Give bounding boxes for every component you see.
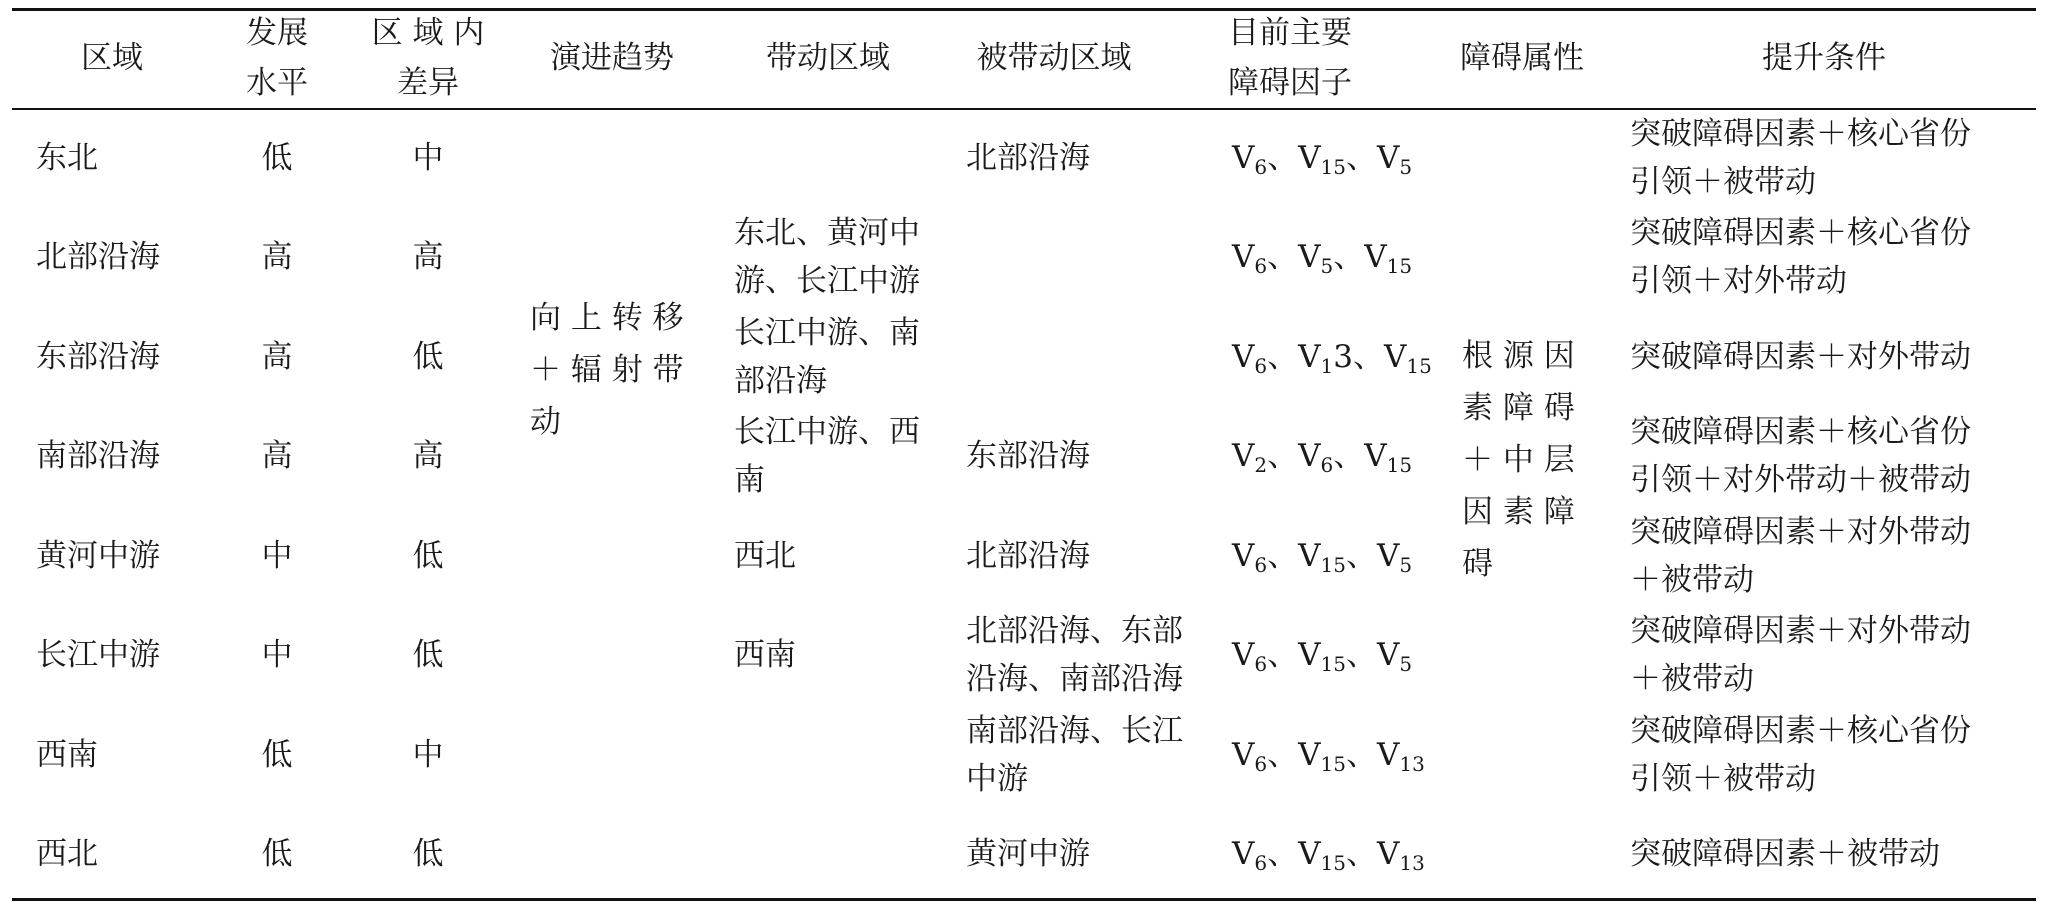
factor-separator: 、 — [1345, 736, 1377, 773]
cell-cond — [1630, 707, 2040, 803]
cell-level: 中 — [261, 637, 293, 674]
header-line: 发展 — [246, 15, 308, 51]
factor-subscript: 15 — [1386, 254, 1413, 279]
factor-variable: V — [1298, 836, 1321, 873]
cell-factors — [1232, 532, 1432, 580]
cell-region: 长江中游 — [36, 637, 160, 674]
cell-factors — [1232, 830, 1432, 878]
factor-subscript: 6 — [1254, 353, 1268, 378]
factor-separator: 、 — [1267, 338, 1299, 375]
header-cond — [1714, 33, 1934, 83]
factor-subscript: 5 — [1399, 552, 1413, 577]
cell-line: 引领＋对外带动＋被带动 — [1630, 462, 1971, 499]
factor-variable: V — [1364, 239, 1387, 276]
merged-cell-attr — [1462, 330, 1575, 590]
header-line: 目前主要 — [1228, 15, 1352, 51]
factor-subscript: 6 — [1254, 154, 1268, 179]
factor-variable: V — [1232, 338, 1255, 375]
cell-line: ＋被带动 — [1630, 561, 1754, 598]
factor-subscript: 6 — [1320, 453, 1334, 478]
factor-variable: V — [1298, 438, 1321, 475]
merged-line: 碍 — [1462, 546, 1493, 582]
factor-subscript: 15 — [1320, 154, 1346, 179]
cell-cond — [1630, 333, 2040, 381]
cell-cond — [1630, 830, 2040, 878]
cell-line: 北部沿海 — [966, 139, 1090, 176]
factor-variable: V — [1383, 338, 1407, 375]
cell-level: 高 — [261, 438, 293, 475]
factor-variable: V — [1376, 139, 1400, 176]
factor-variable: V — [1232, 836, 1255, 873]
header-line: 演进趋势 — [550, 40, 674, 76]
merged-line: 根 源 因 — [1462, 338, 1575, 374]
factor-subscript: 5 — [1320, 254, 1334, 279]
cell-diff: 中 — [412, 139, 444, 176]
factor-subscript: 6 — [1254, 552, 1268, 577]
factor-tail: 3 — [1333, 338, 1353, 375]
cell-region: 黄河中游 — [36, 537, 160, 574]
cell-diff: 高 — [412, 239, 444, 276]
cell-driven — [966, 830, 1196, 878]
header-line: 区 域 内 — [371, 15, 485, 51]
factor-separator: 、 — [1267, 438, 1299, 475]
cell-driven — [966, 432, 1196, 480]
cell-driven — [966, 607, 1196, 703]
cell-factors — [1232, 233, 1432, 281]
cell-driven — [966, 707, 1196, 803]
cell-region: 西南 — [36, 736, 98, 773]
header-driven — [944, 33, 1164, 83]
cell-cond — [1630, 110, 2040, 206]
cell-level: 高 — [261, 338, 293, 375]
factor-separator: 、 — [1267, 139, 1299, 176]
cell-driving — [734, 209, 934, 305]
header-line: 障碍属性 — [1460, 40, 1584, 76]
factor-subscript: 2 — [1254, 453, 1268, 478]
cell-line: 北部沿海、东部 — [966, 613, 1183, 650]
factor-separator: 、 — [1267, 239, 1299, 276]
cell-driven — [966, 134, 1196, 182]
cell-line: 引领＋对外带动 — [1630, 263, 1847, 300]
header-line: 水平 — [246, 65, 308, 101]
cell-line: 南 — [734, 462, 765, 499]
factor-variable: V — [1232, 438, 1255, 475]
cell-region: 西北 — [36, 836, 98, 873]
factor-variable: V — [1232, 139, 1255, 176]
cell-level: 低 — [261, 836, 293, 873]
cell-line: 黄河中游 — [966, 836, 1090, 873]
cell-line: 引领＋被带动 — [1630, 163, 1816, 200]
factor-variable: V — [1364, 438, 1387, 475]
cell-line: ＋被带动 — [1630, 661, 1754, 698]
cell-line: 长江中游、西 — [734, 414, 920, 451]
cell-line: 东部沿海 — [966, 438, 1090, 475]
factor-separator: 、 — [1333, 239, 1365, 276]
table-bottom-rule — [12, 898, 2036, 901]
factor-subscript: 5 — [1399, 154, 1413, 179]
cell-cond — [1630, 508, 2040, 604]
cell-driven — [966, 532, 1196, 580]
cell-level: 高 — [261, 239, 293, 276]
cell-diff: 低 — [412, 836, 444, 873]
cell-diff: 中 — [412, 736, 444, 773]
cell-diff: 低 — [412, 338, 444, 375]
cell-line: 西北 — [734, 537, 796, 574]
factor-variable: V — [1232, 637, 1255, 674]
merged-cell-trend — [530, 292, 684, 448]
header-attr — [1412, 33, 1632, 83]
cell-line: 南部沿海、长江 — [966, 712, 1183, 749]
factor-subscript: 6 — [1254, 652, 1268, 677]
merged-line: 动 — [530, 404, 561, 440]
factor-subscript: 15 — [1320, 751, 1346, 776]
factor-variable: V — [1298, 537, 1321, 574]
cell-line: 突破障碍因素＋对外带动 — [1630, 513, 1971, 550]
cell-cond — [1630, 209, 2040, 305]
cell-level: 中 — [261, 537, 293, 574]
factor-subscript: 1 — [1320, 353, 1334, 378]
header-line: 障碍因子 — [1228, 65, 1352, 101]
cell-line: 游、长江中游 — [734, 263, 920, 300]
factor-separator: 、 — [1333, 438, 1365, 475]
merged-line: 素 障 碍 — [1462, 390, 1575, 426]
cell-line: 突破障碍因素＋核心省份 — [1630, 215, 1971, 252]
header-line: 提升条件 — [1762, 40, 1886, 76]
cell-line: 中游 — [966, 760, 1028, 797]
factor-subscript: 5 — [1399, 652, 1413, 677]
header-factors — [1180, 8, 1400, 108]
cell-factors — [1232, 432, 1432, 480]
cell-line: 突破障碍因素＋核心省份 — [1630, 414, 1971, 451]
factor-variable: V — [1376, 537, 1400, 574]
factor-subscript: 15 — [1320, 851, 1346, 876]
cell-driving — [734, 309, 934, 405]
factor-variable: V — [1232, 537, 1255, 574]
factor-subscript: 15 — [1320, 652, 1346, 677]
cell-line: 突破障碍因素＋核心省份 — [1630, 115, 1971, 152]
cell-line: 突破障碍因素＋被带动 — [1630, 836, 1940, 873]
merged-line: 向 上 转 移 — [530, 300, 684, 336]
factor-subscript: 6 — [1254, 751, 1268, 776]
factor-subscript: 6 — [1254, 254, 1268, 279]
factor-separator: 、 — [1267, 637, 1299, 674]
factor-variable: V — [1376, 736, 1400, 773]
merged-line: ＋ 中 层 — [1462, 442, 1575, 478]
cell-line: 引领＋被带动 — [1630, 760, 1816, 797]
factor-separator: 、 — [1267, 736, 1299, 773]
factor-variable: V — [1232, 736, 1255, 773]
factor-subscript: 13 — [1399, 851, 1425, 876]
factor-variable: V — [1376, 836, 1400, 873]
factor-variable: V — [1298, 637, 1321, 674]
cell-cond — [1630, 408, 2040, 504]
factor-separator: 、 — [1345, 139, 1377, 176]
cell-line: 西南 — [734, 637, 796, 674]
factor-separator: 、 — [1267, 537, 1299, 574]
header-line: 带动区域 — [766, 40, 890, 76]
factor-variable: V — [1298, 139, 1321, 176]
cell-driving — [734, 532, 934, 580]
cell-line: 突破障碍因素＋对外带动 — [1630, 338, 1971, 375]
merged-line: ＋ 辐 射 带 — [530, 352, 684, 388]
factor-separator: 、 — [1345, 637, 1377, 674]
header-line: 被带动区域 — [976, 40, 1132, 76]
cell-diff: 高 — [412, 438, 444, 475]
cell-level: 低 — [261, 139, 293, 176]
cell-region: 东部沿海 — [36, 338, 160, 375]
factor-subscript: 6 — [1254, 851, 1268, 876]
header-trend — [502, 33, 722, 83]
cell-cond — [1630, 607, 2040, 703]
cell-factors — [1232, 134, 1432, 182]
cell-line: 北部沿海 — [966, 537, 1090, 574]
factor-subscript: 15 — [1386, 453, 1413, 478]
factor-variable: V — [1376, 637, 1400, 674]
cell-region: 南部沿海 — [36, 438, 160, 475]
cell-driving — [734, 408, 934, 504]
factor-separator: 、 — [1352, 338, 1384, 375]
factor-variable: V — [1298, 338, 1321, 375]
cell-line: 突破障碍因素＋对外带动 — [1630, 613, 1971, 650]
factor-variable: V — [1298, 239, 1321, 276]
header-driving — [718, 33, 938, 83]
cell-line: 长江中游、南 — [734, 314, 920, 351]
factor-separator: 、 — [1267, 836, 1299, 873]
cell-line: 部沿海 — [734, 362, 827, 399]
factor-subscript: 15 — [1320, 552, 1346, 577]
cell-line: 突破障碍因素＋核心省份 — [1630, 712, 1971, 749]
cell-driving — [734, 631, 934, 679]
merged-line: 因 素 障 — [1462, 494, 1575, 530]
cell-line: 东北、黄河中 — [734, 215, 920, 252]
header-line: 差异 — [397, 65, 459, 101]
cell-line: 沿海、南部沿海 — [966, 661, 1183, 698]
cell-factors — [1232, 631, 1432, 679]
cell-region: 东北 — [36, 139, 98, 176]
factor-subscript: 15 — [1406, 353, 1432, 378]
header-line: 区域 — [81, 40, 143, 76]
cell-diff: 低 — [412, 637, 444, 674]
cell-level: 低 — [261, 736, 293, 773]
cell-factors — [1232, 333, 1432, 381]
factor-separator: 、 — [1345, 836, 1377, 873]
cell-region: 北部沿海 — [36, 239, 160, 276]
cell-factors — [1232, 731, 1432, 779]
cell-diff: 低 — [412, 537, 444, 574]
factor-variable: V — [1232, 239, 1255, 276]
factor-variable: V — [1298, 736, 1321, 773]
factor-subscript: 13 — [1399, 751, 1425, 776]
factor-separator: 、 — [1345, 537, 1377, 574]
